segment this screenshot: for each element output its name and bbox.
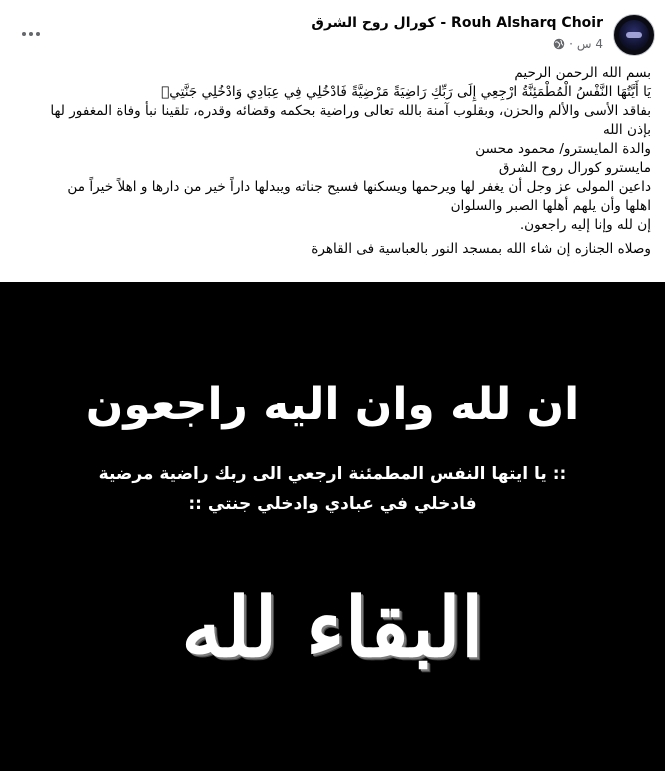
post-text-line: إن لله وإنا إليه راجعون. xyxy=(519,217,651,233)
page-name-link[interactable]: كورال روح الشرق - Rouh Alsharq Choir xyxy=(311,15,603,31)
post-header xyxy=(0,0,665,62)
post-text-line: بسم الله الرحمن الرحيم xyxy=(514,65,651,81)
post-text-line: مايسترو كورال روح الشرق xyxy=(498,160,651,176)
more-horizontal-icon-dot xyxy=(29,32,33,36)
choir-logo-icon xyxy=(619,20,649,50)
image-verse-line2: فادخلي في عبادي وادخلي جنتي :: xyxy=(188,494,477,514)
image-condolence-text: البقاء لله xyxy=(181,580,484,676)
post-text-line: داعين المولى عز وجل أن يغفر لها ويرحمها ويسكنها فسيح جناته ويبدلها داراً خير من دارها و اهلاً خيراً من xyxy=(67,179,651,195)
post-meta xyxy=(553,37,603,51)
more-options-button[interactable] xyxy=(14,20,48,48)
meta-separator: · xyxy=(569,37,573,51)
post-text-line: وصلاه الجنازه إن شاء الله بمسجد النور بالعباسية فى القاهرة xyxy=(311,241,651,257)
post-text xyxy=(10,64,651,259)
post-text-line: اهلها وأن يلهم أهلها الصبر والسلوان xyxy=(450,198,651,214)
more-horizontal-icon xyxy=(22,32,26,36)
image-verse-line1: :: يا ايتها النفس المطمئنة ارجعي الى ربك راضية مرضية xyxy=(98,464,567,484)
post-text-line: والدة المايسترو/ محمود محسن xyxy=(475,141,651,157)
post-image[interactable] xyxy=(0,282,665,771)
more-horizontal-icon-dot xyxy=(36,32,40,36)
image-headline: ان لله وان اليه راجعون xyxy=(85,379,580,430)
post-text-line: بفاقد الأسى والألم والحزن، وبقلوب آمنة بالله تعالى وراضية بحكمه وقضائه وقدره، تلقينا نبأ وفاة المغفور لها xyxy=(50,103,651,119)
post-text-line: يَا أَيَّتُهَا النَّفْسُ الْمُطْمَئِنَّةُ ارْجِعِي إِلَى رَبِّكِ رَاضِيَةً مَرْضِيَّةً فَادْخُلِي فِي عِبَادِي وَادْخُلِي جَنَّتِي🏻 xyxy=(161,84,651,100)
page-avatar[interactable] xyxy=(613,14,655,56)
post-text-line: بإذن الله xyxy=(603,122,651,138)
globe-icon[interactable] xyxy=(553,38,565,50)
post-time-link[interactable]: 4 س xyxy=(576,37,603,51)
